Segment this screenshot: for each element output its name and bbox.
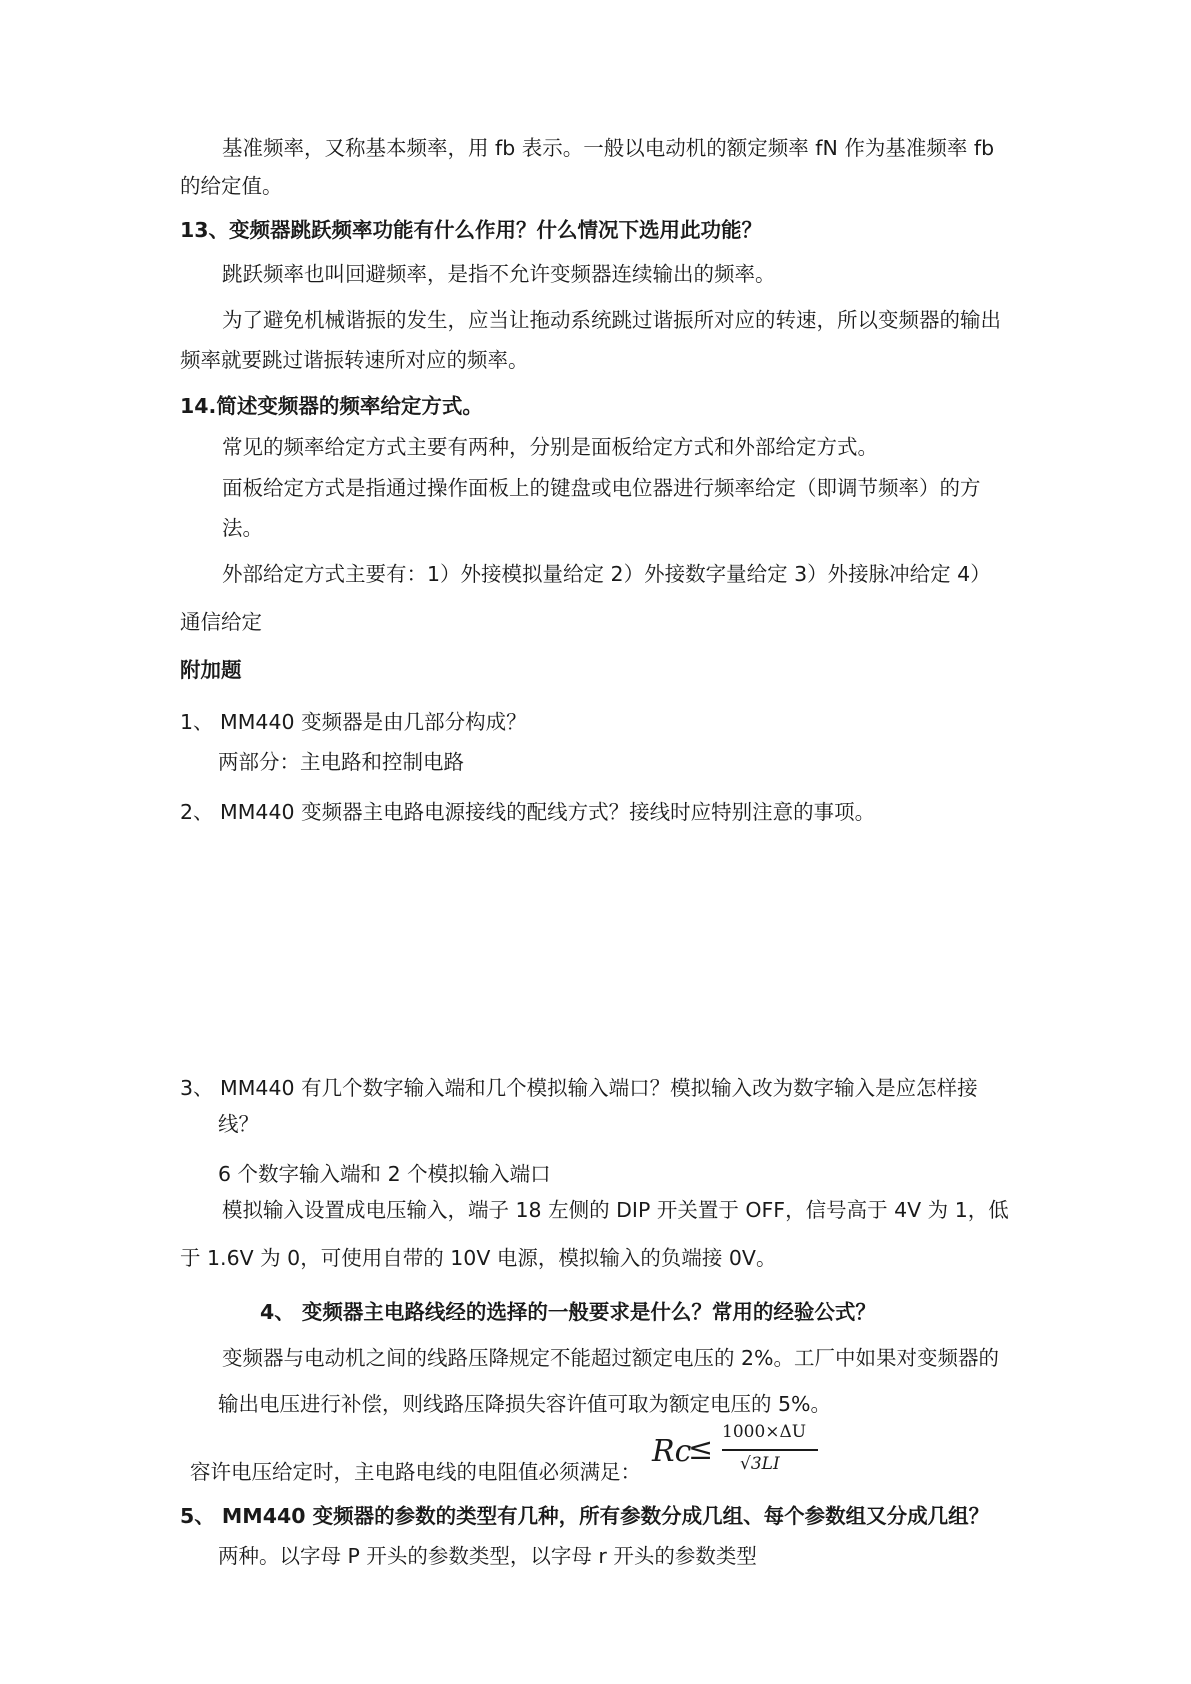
fraction-bar: [722, 1449, 818, 1451]
paragraph-line: 为了避免机械谐振的发生，应当让拖动系统跳过谐振所对应的转速，所以变频器的输出: [222, 308, 1001, 332]
answer-line: 于 1.6V 为 0，可使用自带的 10V 电源，模拟输入的负端接 0V。: [180, 1246, 777, 1270]
formula-lhs: Rc: [652, 1434, 692, 1469]
formula-denominator: √3LI: [740, 1454, 780, 1474]
formula-relation: ≤: [688, 1432, 714, 1467]
list-item: 2、 MM440 变频器主电路电源接线的配线方式？接线时应特别注意的事项。: [180, 800, 876, 824]
paragraph-line: 常见的频率给定方式主要有两种，分别是面板给定方式和外部给定方式。: [222, 435, 878, 459]
answer-line: 6 个数字输入端和 2 个模拟输入端口: [218, 1162, 551, 1186]
formula-numerator: 1000×ΔU: [722, 1422, 807, 1442]
paragraph-line: 的给定值。: [180, 174, 283, 198]
question-heading: 13、变频器跳跃频率功能有什么作用？什么情况下选用此功能？: [180, 218, 763, 242]
answer-line: 输出电压进行补偿，则线路压降损失容许值可取为额定电压的 5%。: [218, 1392, 832, 1416]
paragraph-line: 线？: [218, 1112, 259, 1136]
paragraph-line: 频率就要跳过谐振转速所对应的频率。: [180, 348, 529, 372]
paragraph-line: 通信给定: [180, 610, 262, 634]
list-item: 3、 MM440 有几个数字输入端和几个模拟输入端口？模拟输入改为数字输入是应怎样接: [180, 1076, 978, 1100]
paragraph-line: 外部给定方式主要有：1）外接模拟量给定 2）外接数字量给定 3）外接脉冲给定 4）: [222, 562, 991, 586]
list-item: 1、 MM440 变频器是由几部分构成？: [180, 710, 527, 734]
paragraph-line: 跳跃频率也叫回避频率，是指不允许变频器连续输出的频率。: [222, 262, 776, 286]
paragraph-line: 面板给定方式是指通过操作面板上的键盘或电位器进行频率给定（即调节频率）的方: [222, 476, 981, 500]
answer-line: 两种。以字母 P 开头的参数类型，以字母 r 开头的参数类型: [218, 1544, 757, 1568]
section-heading: 附加题: [180, 658, 242, 682]
question-heading: 4、 变频器主电路线经的选择的一般要求是什么？常用的经验公式？: [260, 1300, 876, 1324]
paragraph-line: 基准频率，又称基本频率，用 fb 表示。一般以电动机的额定频率 fN 作为基准频率 fb: [222, 136, 995, 160]
question-heading: 14.简述变频器的频率给定方式。: [180, 394, 483, 418]
resistance-formula: [652, 1422, 822, 1484]
answer-line: 两部分：主电路和控制电路: [218, 750, 464, 774]
question-heading: 5、 MM440 变频器的参数的类型有几种，所有参数分成几组、每个参数组又分成几组？: [180, 1504, 990, 1528]
answer-line: 容许电压给定时，主电路电线的电阻值必须满足：: [190, 1460, 641, 1484]
answer-line: 变频器与电动机之间的线路压降规定不能超过额定电压的 2%。工厂中如果对变频器的: [222, 1346, 1000, 1370]
paragraph-line: 法。: [222, 516, 263, 540]
answer-line: 模拟输入设置成电压输入，端子 18 左侧的 DIP 开关置于 OFF，信号高于 4V 为 1，低: [222, 1198, 1009, 1222]
